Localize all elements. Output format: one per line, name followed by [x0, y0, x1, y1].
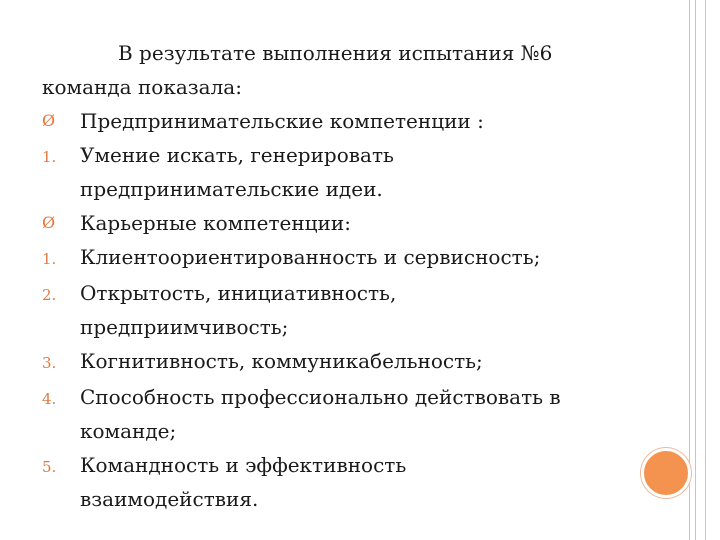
list-number: 2. [42, 286, 57, 304]
intro-line-1: В результате выполнения испытания №6 [118, 41, 553, 65]
list-number: 3. [42, 354, 57, 372]
list-number: 5. [42, 458, 57, 476]
list-number: 4. [42, 390, 57, 408]
list-item-text: взаимодействия. [80, 487, 259, 511]
list-item-text: команде; [80, 419, 177, 443]
list-item-text: предприимчивость; [80, 315, 289, 339]
list-item [42, 104, 642, 138]
list-item-text: Открытость, инициативность, [80, 281, 397, 305]
list-item [42, 240, 642, 276]
decorative-line [689, 0, 690, 540]
intro-line-2: команда показала: [42, 75, 242, 99]
list-item-text: предпринимательские идеи. [80, 177, 383, 201]
decorative-circle [641, 448, 691, 498]
list-item-text: Предпринимательские компетенции : [80, 109, 484, 133]
list-item-text: Клиентоориентированность и сервисность; [80, 245, 541, 269]
arrow-bullet-icon: Ø [42, 213, 56, 232]
list-item-text: Карьерные компетенции: [80, 211, 351, 235]
arrow-bullet-icon: Ø [42, 111, 56, 130]
decorative-line [705, 0, 706, 540]
decorative-line [695, 0, 696, 540]
list-item-text: Командность и эффективность [80, 453, 407, 477]
list-number: 1. [42, 148, 57, 166]
list-item [42, 380, 642, 448]
list-number: 1. [42, 250, 57, 268]
list-item-text: Способность профессионально действовать в [80, 385, 561, 409]
list-item-text: Когнитивность, коммуникабельность; [80, 349, 483, 373]
list-item [42, 138, 642, 206]
slide-body [42, 36, 642, 516]
list-item [42, 448, 642, 516]
list-item [42, 276, 642, 344]
list-item-text: Умение искать, генерировать [80, 143, 394, 167]
list-item [42, 344, 642, 380]
list-item [42, 206, 642, 240]
